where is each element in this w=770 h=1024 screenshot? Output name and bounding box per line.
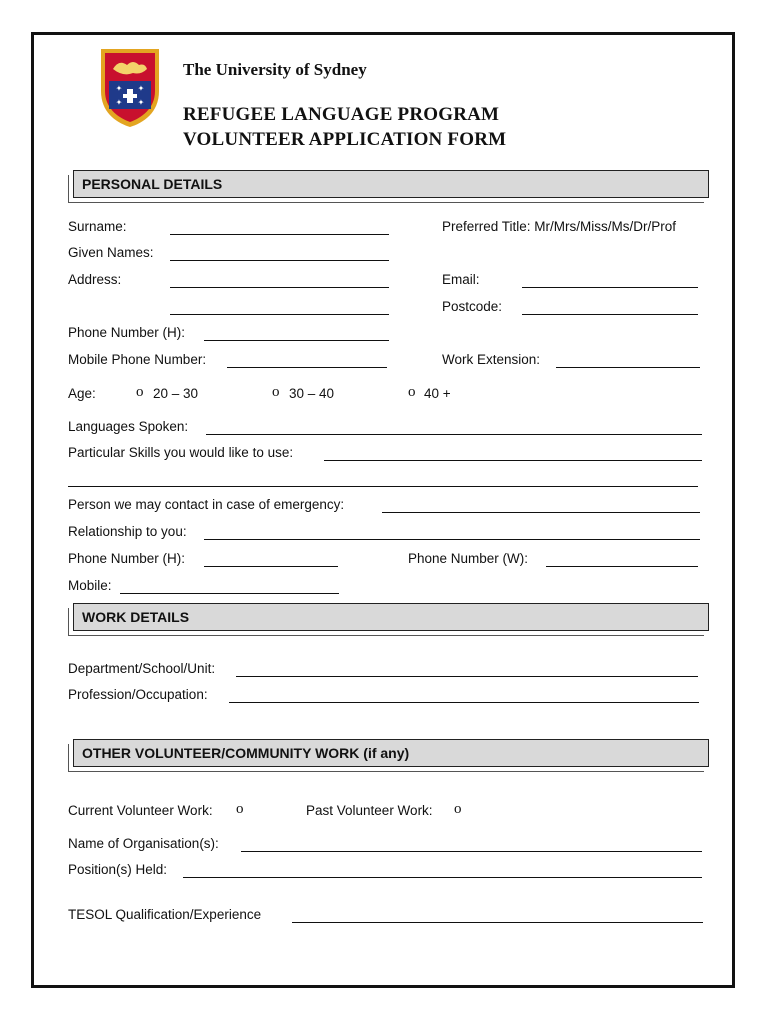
work-extension-label: Work Extension: [442,352,541,367]
age-radio-20-30[interactable]: o [136,384,144,400]
languages-label: Languages Spoken: [68,419,189,434]
relationship-label: Relationship to you: [68,524,187,539]
preferred-title-label: Preferred Title: Mr/Mrs/Miss/Ms/Dr/Prof [442,219,677,234]
department-label: Department/School/Unit: [68,661,216,676]
position-label: Position(s) Held: [68,862,168,877]
current-volunteer-radio[interactable]: o [236,801,244,817]
tesol-field[interactable] [292,922,703,923]
svg-text:✦: ✦ [137,98,145,107]
other-volunteer-header: OTHER VOLUNTEER/COMMUNITY WORK (if any) [73,739,709,767]
surname-field[interactable] [170,234,389,235]
given-names-field[interactable] [170,260,389,261]
relationship-field[interactable] [204,539,700,540]
svg-text:✦: ✦ [115,84,123,93]
age-option-30-40: 30 – 40 [289,386,335,401]
work-details-header: WORK DETAILS [73,603,709,631]
form-title-line2: VOLUNTEER APPLICATION FORM [183,129,507,150]
personal-details-header: PERSONAL DETAILS [73,170,709,198]
address-field-line1[interactable] [170,287,389,288]
skills-field-line2[interactable] [68,486,698,487]
organisation-label: Name of Organisation(s): [68,836,219,851]
surname-label: Surname: [68,219,127,234]
emergency-contact-field[interactable] [382,512,700,513]
emergency-mobile-label: Mobile: [68,578,112,593]
form-title-line1: REFUGEE LANGUAGE PROGRAM [183,104,500,125]
emergency-phone-home-label: Phone Number (H): [68,551,186,566]
skills-field-line1[interactable] [324,460,702,461]
phone-home-field[interactable] [204,340,389,341]
age-option-40-plus: 40 + [424,386,451,401]
age-option-20-30: 20 – 30 [153,386,199,401]
postcode-field[interactable] [522,314,698,315]
university-name: The University of Sydney [183,60,367,79]
postcode-label: Postcode: [442,299,503,314]
svg-text:✦: ✦ [137,84,145,93]
emergency-contact-label: Person we may contact in case of emergency: [68,497,345,512]
address-field-line2[interactable] [170,314,389,315]
age-radio-30-40[interactable]: o [272,384,280,400]
emergency-phone-work-label: Phone Number (W): [408,551,529,566]
skills-label: Particular Skills you would like to use: [68,445,294,460]
profession-label: Profession/Occupation: [68,687,208,702]
organisation-field[interactable] [241,851,702,852]
email-label: Email: [442,272,480,287]
emergency-mobile-field[interactable] [120,593,339,594]
languages-field[interactable] [206,434,702,435]
current-volunteer-label: Current Volunteer Work: [68,803,213,818]
email-field[interactable] [522,287,698,288]
tesol-label: TESOL Qualification/Experience [68,907,262,922]
svg-text:✦: ✦ [115,98,123,107]
phone-home-label: Phone Number (H): [68,325,186,340]
past-volunteer-label: Past Volunteer Work: [306,803,433,818]
work-extension-field[interactable] [556,367,700,368]
given-names-label: Given Names: [68,245,154,260]
past-volunteer-radio[interactable]: o [454,801,462,817]
mobile-phone-label: Mobile Phone Number: [68,352,207,367]
emergency-phone-work-field[interactable] [546,566,698,567]
university-crest-logo [99,47,161,129]
position-field[interactable] [183,877,702,878]
emergency-phone-home-field[interactable] [204,566,338,567]
age-label: Age: [68,386,96,401]
mobile-phone-field[interactable] [227,367,387,368]
department-field[interactable] [236,676,698,677]
address-label: Address: [68,272,122,287]
age-radio-40-plus[interactable]: o [408,384,416,400]
profession-field[interactable] [229,702,699,703]
